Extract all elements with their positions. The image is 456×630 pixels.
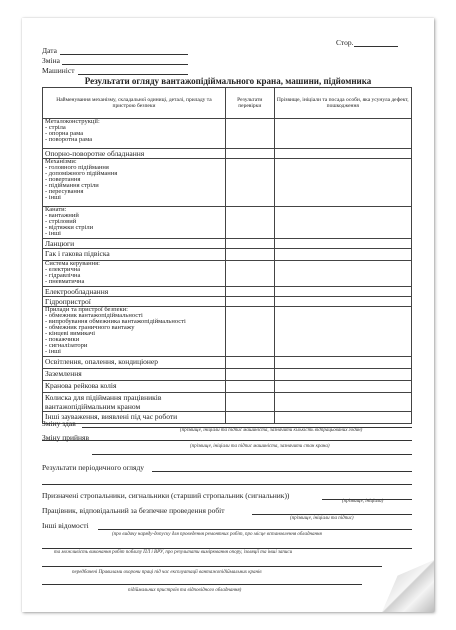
other-field-2[interactable] xyxy=(42,548,412,549)
page-label: Стор. xyxy=(336,38,354,47)
shift-accepted-note: (прізвище, ініціали та підпис машиніста, зазначити стан крана) xyxy=(190,444,330,449)
fixer-cell[interactable] xyxy=(274,297,411,307)
table-row: Гак і гакова підвіска xyxy=(43,249,226,261)
result-cell[interactable] xyxy=(225,381,274,393)
result-cell[interactable] xyxy=(225,412,274,424)
page-field[interactable] xyxy=(354,46,398,47)
other-field-4[interactable] xyxy=(42,584,362,585)
result-cell[interactable] xyxy=(225,297,274,307)
shift-handed-field-2[interactable] xyxy=(42,440,412,441)
driver-field[interactable] xyxy=(78,74,188,75)
other-label: Інші відомості xyxy=(42,521,89,530)
table-row: Опорно-поворотне обладнання xyxy=(43,149,226,159)
other-field[interactable] xyxy=(98,529,412,530)
slingers-note: (прізвище, ініціали) xyxy=(342,499,384,504)
fixer-cell[interactable] xyxy=(274,207,411,239)
fixer-cell[interactable] xyxy=(274,381,411,393)
fixer-cell[interactable] xyxy=(274,159,411,207)
responsible-field[interactable] xyxy=(252,514,412,515)
table-row: Заземлення xyxy=(43,369,226,381)
driver-label: Машиніст xyxy=(42,66,75,75)
col-header-result: Результати перевірки xyxy=(225,88,274,119)
table-row: Інші зауваження, виявлені під час роботи xyxy=(43,412,226,424)
shift-label: Зміна xyxy=(42,56,60,65)
table-row: Система керування: - електрична - гідравлічна - пневматична xyxy=(43,261,226,287)
fixer-cell[interactable] xyxy=(274,393,411,412)
table-row: Механізми: - головного підіймання - допоміжного підіймання - повертання - підіймання стріли - пересування - інші xyxy=(43,159,226,207)
fixer-cell[interactable] xyxy=(274,412,411,424)
other-note-3: передбачені Правилами охорони праці під час експлуатації вантажопідіймальних кранів xyxy=(72,570,262,575)
periodic-label: Результати періодичного огляду xyxy=(42,463,145,472)
result-cell[interactable] xyxy=(225,249,274,261)
fixer-cell[interactable] xyxy=(274,369,411,381)
periodic-field[interactable] xyxy=(152,471,412,472)
responsible-note: (прізвище, ініціали та підпис) xyxy=(290,516,354,521)
col-header-fixer: Прізвище, ініціали та посада особи, яка усунула дефект, пошкодження xyxy=(274,88,411,119)
fixer-cell[interactable] xyxy=(274,357,411,369)
other-field-3[interactable] xyxy=(42,566,382,567)
inspection-table xyxy=(42,87,412,424)
date-label: Дата xyxy=(42,46,57,55)
fixer-cell[interactable] xyxy=(274,239,411,249)
shift-accepted-field[interactable] xyxy=(92,454,412,455)
date-field[interactable] xyxy=(60,54,188,55)
table-row: Гідропристрої xyxy=(43,297,226,307)
result-cell[interactable] xyxy=(225,369,274,381)
page-title: Результати огляду вантажопідіймального крана, машини, підйомника xyxy=(84,76,372,86)
slingers-label: Призначені стропальники, сигнальники (старший стропальник (сигнальник)) xyxy=(42,491,290,500)
fixer-cell[interactable] xyxy=(274,149,411,159)
periodic-field-2[interactable] xyxy=(42,484,412,485)
table-row: Канати: - вантажний - стріловий - відтяжки стріли - інші xyxy=(43,207,226,239)
result-cell[interactable] xyxy=(225,159,274,207)
col-header-item: Найменування механізму, складальної одиниці, деталі, приладу та пристрою безпеки xyxy=(43,88,226,119)
shift-handed-note: (прізвище, ініціали та підпис машиніста, зазначити кількість відпрацьованих годин) xyxy=(180,428,363,433)
table-row: Прилади та пристрої безпеки: - обмежник вантажопідіймальності - випробування обмежника вантажопідіймальності - обмежник граничного вантажу - кінцеві вимикачі - покажчики - сигналізатори - інші xyxy=(43,307,226,357)
result-cell[interactable] xyxy=(225,287,274,297)
result-cell[interactable] xyxy=(225,307,274,357)
fixer-cell[interactable] xyxy=(274,287,411,297)
shift-accepted-label: Зміну прийняв xyxy=(42,433,90,442)
table-row: Ланцюги xyxy=(43,239,226,249)
fixer-cell[interactable] xyxy=(274,249,411,261)
result-cell[interactable] xyxy=(225,239,274,249)
fixer-cell[interactable] xyxy=(274,307,411,357)
table-row: Металоконструкції: - стріла - опорна рама - поворотна рама xyxy=(43,119,226,149)
fixer-cell[interactable] xyxy=(274,261,411,287)
result-cell[interactable] xyxy=(225,261,274,287)
other-note-2: та можливість виконання робіт поблизу ПЛ і ВРУ, про результати вимірювання опору, ізоляції та інші записи xyxy=(54,550,293,555)
other-note-1: (про видачу наряду-допуску для проведення ремонтних робіт, про місце встановлення обладнання xyxy=(112,532,322,537)
table-row: Колиска для підіймання працівників вантажопідіймальним краном xyxy=(43,393,226,412)
fixer-cell[interactable] xyxy=(274,119,411,149)
responsible-label: Працівник, відповідальний за безпечне проведення робіт xyxy=(42,506,225,515)
shift-handed-label: Зміну здав xyxy=(42,419,76,428)
table-row: Освітлення, опалення, кондиціонер xyxy=(43,357,226,369)
result-cell[interactable] xyxy=(225,207,274,239)
result-cell[interactable] xyxy=(225,393,274,412)
result-cell[interactable] xyxy=(225,119,274,149)
shift-field[interactable] xyxy=(62,64,188,65)
result-cell[interactable] xyxy=(225,149,274,159)
table-row: Кранова рейкова колія xyxy=(43,381,226,393)
result-cell[interactable] xyxy=(225,357,274,369)
other-note-4: підіймальних пристроїв та відповідного обладнання) xyxy=(128,588,242,593)
table-row: Електрообладнання xyxy=(43,287,226,297)
